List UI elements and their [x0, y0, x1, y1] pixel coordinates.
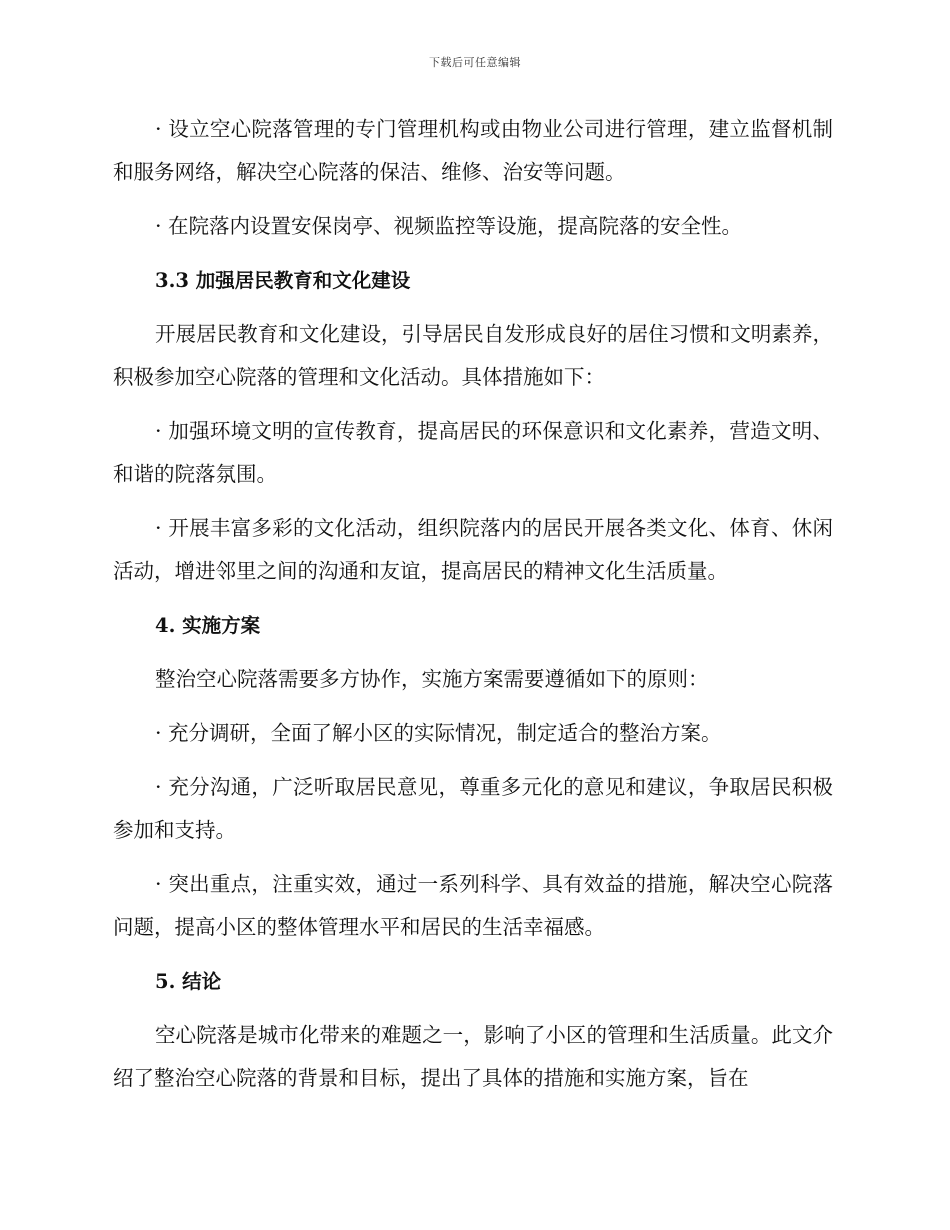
section-heading-4: 4. 实施方案	[155, 614, 261, 637]
bullet-paragraph-research: · 充分调研，全面了解小区的实际情况，制定适合的整治方案。	[155, 721, 722, 745]
paragraph-implementation-principles: 整治空心院落需要多方协作，实施方案需要遵循如下的原则：	[155, 667, 709, 691]
bullet-paragraph-security-facilities: · 在院落内设置安保岗亭、视频监控等设施，提高院落的安全性。	[155, 214, 743, 238]
section-heading-3-3: 3.3 加强居民教育和文化建设	[155, 269, 411, 292]
bullet-paragraph-management-agency: · 设立空心院落管理的专门管理机构或由物业公司进行管理，建立监督机制和服务网络，解决空心院落的保洁、维修、治安等问题。	[113, 117, 833, 184]
document-body	[113, 108, 833, 1100]
paragraph-conclusion: 空心院落是城市化带来的难题之一，影响了小区的管理和生活质量。此文介绍了整治空心院落的背景和目标，提出了具体的措施和实施方案，旨在	[113, 1023, 833, 1090]
bullet-paragraph-communication: · 充分沟通，广泛听取居民意见，尊重多元化的意见和建议，争取居民积极参加和支持。	[113, 775, 833, 842]
bullet-paragraph-cultural-activities: · 开展丰富多彩的文化活动，组织院落内的居民开展各类文化、体育、休闲活动，增进邻里之间的沟通和友谊，提高居民的精神文化生活质量。	[113, 516, 833, 583]
bullet-paragraph-environment-education: · 加强环境文明的宣传教育，提高居民的环保意识和文化素养，营造文明、和谐的院落氛围。	[113, 419, 833, 486]
section-heading-5: 5. 结论	[155, 970, 222, 993]
paragraph-resident-education: 开展居民教育和文化建设，引导居民自发形成良好的居住习惯和文明素养，积极参加空心院落的管理和文化活动。具体措施如下：	[113, 322, 833, 389]
bullet-paragraph-focus: · 突出重点，注重实效，通过一系列科学、具有效益的措施，解决空心院落问题，提高小区的整体管理水平和居民的生活幸福感。	[113, 872, 833, 939]
page-header: 下载后可任意编辑	[429, 56, 521, 69]
